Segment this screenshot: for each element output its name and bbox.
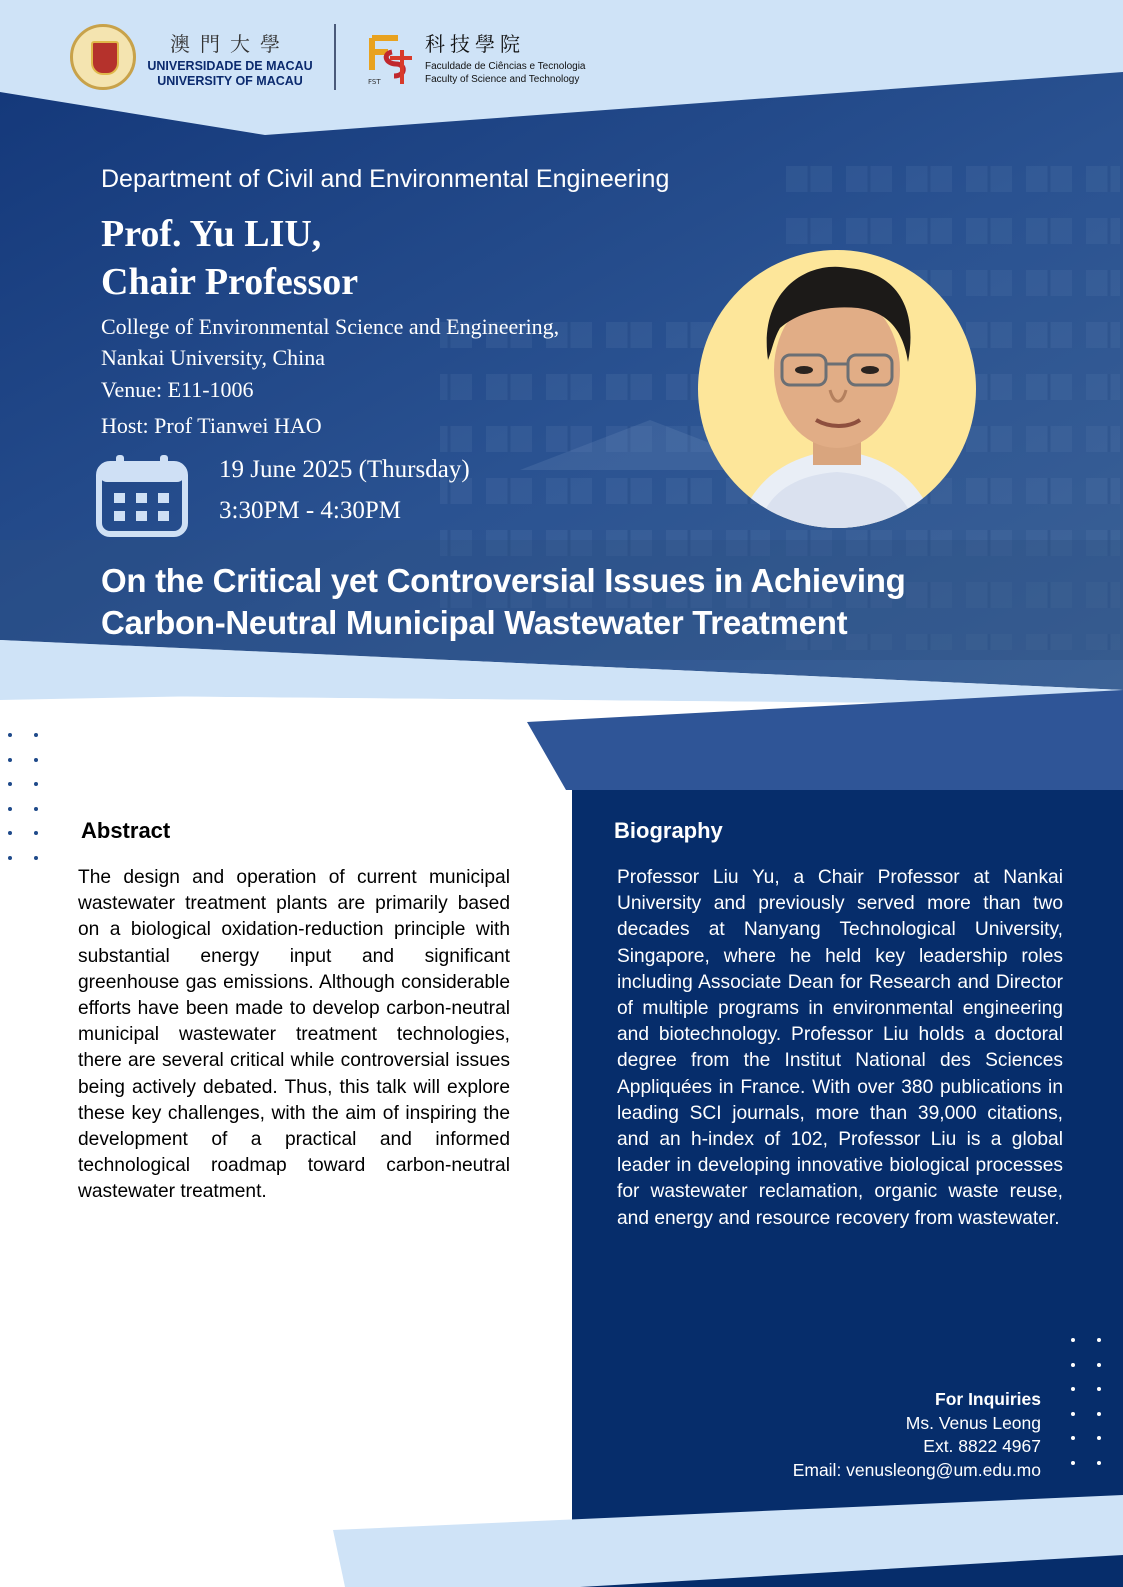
- speaker-block: [101, 210, 358, 306]
- speaker-affiliation: [101, 311, 559, 373]
- biography-text: Professor Liu Yu, a Chair Professor at Nankai University and previously served more than two decades at Nanyang Technological University, Singapore, where he held key leadership roles including Associate Dean for Research and Director of multiple programs in environmental engineering and biotechnology. Professor Liu holds a doctoral degree from the Institut National des Sciences Appliquées in France. With over 380 publications in leading SCI journals, more than 39,000 citations, and an h-index of 102, Professor Liu is a global leader in developing innovative biological processes for wastewater reclamation, organic waste reuse, and energy and resource recovery from wastewater.: [617, 867, 1063, 1229]
- talk-title-line-1: On the Critical yet Controversial Issues in Achieving: [101, 562, 906, 599]
- um-name-block: [145, 28, 315, 89]
- fst-name-english: Faculty of Science and Technology: [425, 74, 580, 85]
- fst-abbreviation: FST: [368, 78, 381, 86]
- decorative-dot: [1071, 1461, 1075, 1465]
- inquiries-title: For Inquiries: [935, 1389, 1041, 1409]
- decorative-dot: [8, 856, 12, 860]
- biography-heading: Biography: [614, 818, 723, 843]
- calendar-icon: [96, 455, 188, 537]
- affiliation-line-2: Nankai University, China: [101, 345, 326, 370]
- affiliation-line-1: College of Environmental Science and Engineering,: [101, 314, 560, 339]
- inquiries-contact-name: Ms. Venus Leong: [905, 1412, 1041, 1433]
- decorative-dot: [8, 733, 12, 737]
- university-of-macau-logo: [70, 24, 136, 90]
- decorative-dot: [8, 831, 12, 835]
- um-name-chinese: 澳門大學: [170, 32, 290, 56]
- decorative-dot: [34, 733, 38, 737]
- decorative-dot: [34, 807, 38, 811]
- decorative-dot: [8, 807, 12, 811]
- abstract-text: The design and operation of current municipal wastewater treatment plants are primarily based on a biological oxidation-reduction principle with substantial energy input and significant greenhouse gas emissions. Although considerable efforts have been made to develop carbon-neutral municipal wastewater treatment technologies, there are several critical while controversial issues being actively debated. Thus, this talk will explore these key challenges, with the aim of inspiring the development of a practical and informed technological roadmap toward carbon-neutral wastewater treatment.: [78, 867, 510, 1203]
- abstract-heading: Abstract: [81, 818, 171, 843]
- decorative-dot: [1097, 1412, 1101, 1416]
- speaker-portrait-illustration: [698, 250, 976, 528]
- decorative-dot: [1097, 1461, 1101, 1465]
- talk-title: [101, 560, 1061, 644]
- decorative-dot: [1071, 1412, 1075, 1416]
- fst-name-chinese: 科技學院: [425, 32, 525, 56]
- event-time: 3:30PM - 4:30PM: [219, 497, 401, 524]
- department-name: Department of Civil and Environmental Engineering: [101, 165, 670, 193]
- speaker-photo: [698, 250, 976, 528]
- inquiries-block: [793, 1388, 1041, 1482]
- talk-title-line-2: Carbon-Neutral Municipal Wastewater Treatment: [101, 604, 848, 641]
- header-divider: [334, 24, 336, 90]
- decorative-dot: [34, 758, 38, 762]
- fst-name-portuguese: Faculdade de Ciências e Tecnologia: [425, 61, 586, 72]
- decorative-dot: [34, 831, 38, 835]
- event-date: 19 June 2025 (Thursday): [219, 456, 470, 483]
- venue: Venue: E11-1006: [101, 377, 254, 402]
- speaker-title: Chair Professor: [101, 261, 359, 303]
- inquiries-email: Email: venusleong@um.edu.mo: [792, 1459, 1041, 1480]
- decorative-dot: [1071, 1363, 1075, 1367]
- speaker-name: Prof. Yu LIU,: [101, 213, 322, 255]
- decorative-dot: [34, 856, 38, 860]
- um-name-english: UNIVERSITY OF MACAU: [157, 74, 303, 88]
- decorative-dot: [8, 758, 12, 762]
- inquiries-extension: Ext. 8822 4967: [923, 1436, 1041, 1456]
- fst-logo: [368, 30, 414, 86]
- fst-name-block: [425, 28, 585, 86]
- footer-shape: [0, 1495, 1123, 1587]
- um-name-portuguese: UNIVERSIDADE DE MACAU: [147, 59, 313, 73]
- host: Host: Prof Tianwei HAO: [101, 413, 322, 438]
- decorative-dot: [1071, 1338, 1075, 1342]
- decorative-dot: [1097, 1338, 1101, 1342]
- decorative-dot: [1097, 1363, 1101, 1367]
